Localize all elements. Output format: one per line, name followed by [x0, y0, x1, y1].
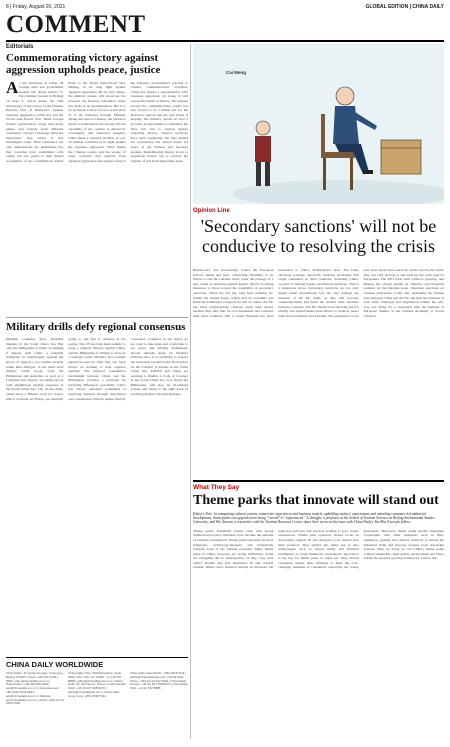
column-divider [190, 44, 191, 739]
footer-title: CHINA DAILY WORLDWIDE [6, 657, 188, 669]
viewpoint-text: Theme parks, essentially leisure sites with strong intellectual property attributes, have become the epitome of tourism consumption. Theme parks represent the most integrated, technology-intensive and industrially complex form of the tourism economy. Many theme parks in China, however, are facing difficulties. Some are struggling due to homogeneity, as they copy each other's models and lack distinctive IP and cultural content. Others have invested heavily in hardware but neglected software and services, leading to poor visitor experiences. Theme park operators should focus on developing original IP and integrate local culture into their products. They should also make use of new technologies such as virtual reality and artificial intelligence to create immersive experiences. Innovation is the key for theme parks to stand out. They should constantly update their offerings to meet the ever-changing demands of consumers, especially the young generation. Moreover, theme parks should strengthen cooperation with other industries such as film, animation, gaming and cultural creativity to extend the industrial chain and increase revenue from non-ticket sources. Only by doing so can China's theme parks achieve sustainable, high-quality development and better satisfy the people's growing demand for a better life. [193, 528, 444, 570]
drop-cap: A [6, 80, 19, 97]
viewpoint-headline: Theme parks that innovate will stand out [193, 492, 439, 508]
opinion-body [193, 268, 444, 473]
opinion-line-label: Opinion Line [193, 208, 230, 214]
page-date: 8 | Friday, August 20, 2021 [6, 4, 66, 10]
viewpoint-label: What They Say [193, 483, 240, 491]
editorial-1-headline: Commemorating victory against aggression upholds peace, justice [6, 52, 161, 77]
box-icon [381, 140, 421, 174]
editorial-2-body [6, 337, 188, 589]
opinion-article [193, 268, 444, 473]
viewpoint-section [193, 480, 444, 725]
footer-contacts-2: China Daily USA: 1500 Broadway, Suite 2800, New York, NY 10036 | +1 212 537 8888 | editor@chinadailyusa.com | China Daily UK: 90 Cannon Street, London EC4N 6HA | +44 (0) 207 398 8270 | editor@chinadailyuk.com | China Daily Hong Kong: +852 2518 5111 [68, 672, 126, 698]
opinion-headline: 'Secondary sanctions' will not be conducive to resolving the crisis [200, 216, 437, 256]
editorials-column [6, 44, 188, 589]
editor-note: Editor's Note: In comparing cultural content, immersive experiences and business models, upholding visitors' expectations and attending consumer-led industrial development, theme parks can upgrade from being "viewed" to "experienced." Li Zongfei, a professor at the School of Tourism Sciences at Beijing International Studies University, and Wei Xiaoan, a researcher with the Tourism Research Center, share their views on the issue with China Daily's Yao Bin. Excerpts follow: [193, 511, 435, 525]
editorial-cartoon [193, 44, 444, 204]
cartoon-illustration [193, 44, 444, 204]
section-rule [6, 317, 188, 318]
masthead-rule [6, 40, 444, 42]
editorial-1-text: s the invitation of China, 28 foreign state and government leaders will attend China's V-Day military parade in Beijing on Sept 3, which marks the 70th anniversary of the victory of the Chinese People's War of Resistance Against Japanese Aggression (1931-45) and the World Anti-Fascist War. These foreign leaders' participation, along with many guests and friends from different continents, conveys a message about the importance they attach to this meaningful event. Their attendance not only demonstrates the unshakable ties that countries have established with China, but also points to their shared recognition of the contributions China made to the World Anti-Fascist War. Beijing, in its long fight against Japanese aggression. By its very nature, the military parade will showcase the progress the People's Liberation Army has made in its modernization. But it is by no means a show of force as the ideas of it. As Assistant Foreign Minister Zhang Jun said on Tuesday, the parade is meant to demonstrate the strong will and capability of the country to defend its sovereignty and territorial integrity. China made a national sacrifice of over 35 million casualties in its fight against the Japanese aggressors. What makes the Chinese people and the people of other countries that suffered from Japanese aggression feel uneasy today is the Japanese government's reaction to China's commemorative activities. China has helped a representative with Japanese aggression all along. It will expose the denial of history. The attitude toward the commemorative events has also proved to be a litmus test for the historical outlook and the role China is playing. The military parade on Sept 3 provides an opportunity to remember the lives lost and to caution against forgetting history. Tokyo's reactions have been regrettable, but they should not overshadow the shared desire for peace of the Chinese and Japanese peoples. Remembering history is not to perpetuate hatred, but to prevent the tragedy of war from happening again. [6, 80, 188, 163]
opinion-text: Bureaucracy has increasingly bound the European Union's hands and tries, connecting flexibility to its efforts to end the Ukraine crisis. After the passage of a new round of sanctions against Russia, the EU is taking measures to move toward the possibility of secondary sanctions, which the US has long been pushing for. Unlike the United States, which uses its economic and financial dominance to impose its will on others, the EU has been comparatively cautious about such moves because they may hurt its own businesses and relations with third countries. But it seems Brussels has been persuaded to follow Washington's lead. The latest sanctions package reportedly includes provisions that target companies in third countries, including China, accused of helping Russia circumvent sanctions. This is a dangerous move. Secondary sanctions are not only illegal under international law but also damage the interests of the EU itself, as they will provoke countermeasures and harm the normal trade relations between countries. The EU should stop following the US blindly and instead make more efforts to promote peace talks between Russia and Ukraine. The experience of the past years shows that sanctions cannot resolve the crisis; they can only prolong it and push up the costs paid by Europeans. The EU's trade with China is growing, and Beijing has always upheld an objective and impartial position on the Ukraine issue. Imposing sanctions on Chinese enterprises would only undermine the mutual trust between China and the EU and hurt the interests of both sides. Dialogue and negotiation remain the only way out. Wang Xi, a researcher with the Institute of European Studies at the Chinese Academy of Social Sciences. [193, 268, 444, 318]
footer-contacts-1: China Daily | 15 Huixin Dongjie, Chaoyang, Beijing 100029 | News: +86 (0)10 6491 8366; editor@chinadaily.com.cn | Subscription: +86 400 699 0203; sub@chinadaily.com.cn | Advertisement: +86 (0)10 6491 8631; ads@chinadaily.com.cn | Website: www.chinadaily.com.cn | Africa: +254 (0) 20 5200 7000 [6, 672, 64, 706]
editorial-1-body [6, 81, 188, 313]
cartoon-credit: Cai Meng [226, 70, 247, 75]
editorial-2-text: Multiple countries have maritime disputes in the South China Sea. But only the Philippines is intent on making it dispute with China a potential flashpoint by intentionally seeking the shows of support a pro-regime security rather than dialogue. In the latest such display, 3,000 troops from the Philippines and Australia, as well as a Canadian navy frigate, are taking part in joint amphibious landing exercises in the South China Sea. The 12-day drills, called Alon, a Filipino word for waves, which conclude on Friday, are naturally going to add fuel to tensions in the region. The US has long been seeking to forge a regional alliance against China, and the Philippines is willing to serve as a strategic pawn. Manila's provocations should be seen for what they are. Such moves do nothing to help regional stability. The bilateral consultation mechanism between China and the Philippines provides a platform for resolving differences peacefully. China has always remained committed to resolving disputes through negotiation and consultation with the parties directly concerned. Countries in the region do not want to take sides and would like to see peace and stability maintained. Recent remarks made by Manila's officials show it is unwilling to respect the consensus reached in the Declaration on the Conduct of Parties in the South China Sea. ASEAN and China are working to finalize a Code of Conduct in the South China Sea. It is hoped the Philippines will stop its ill-advised actions and return to the right track of resolving disputes through dialogue. [6, 336, 188, 401]
editorial-2-headline: Military drills defy regional consensus [6, 320, 186, 333]
footer-contacts-3: China Daily Asia Pacific: +852 2518 5111 | editor@chinadailyasia.com | China Daily Africa: +254 (0) 20 522 5500 | China Daily Europe: +44 (0) 207 398 8270 | China Daily USA: +1 212 537 8888 [130, 672, 188, 691]
editorials-label: Editorials [6, 44, 34, 50]
viewpoint-body [193, 529, 444, 725]
edition-label: GLOBAL EDITION | CHINA DAILY [365, 4, 444, 10]
footer [6, 657, 188, 741]
viewpoint-rule [193, 480, 444, 482]
section-masthead: COMMENT [6, 11, 146, 38]
